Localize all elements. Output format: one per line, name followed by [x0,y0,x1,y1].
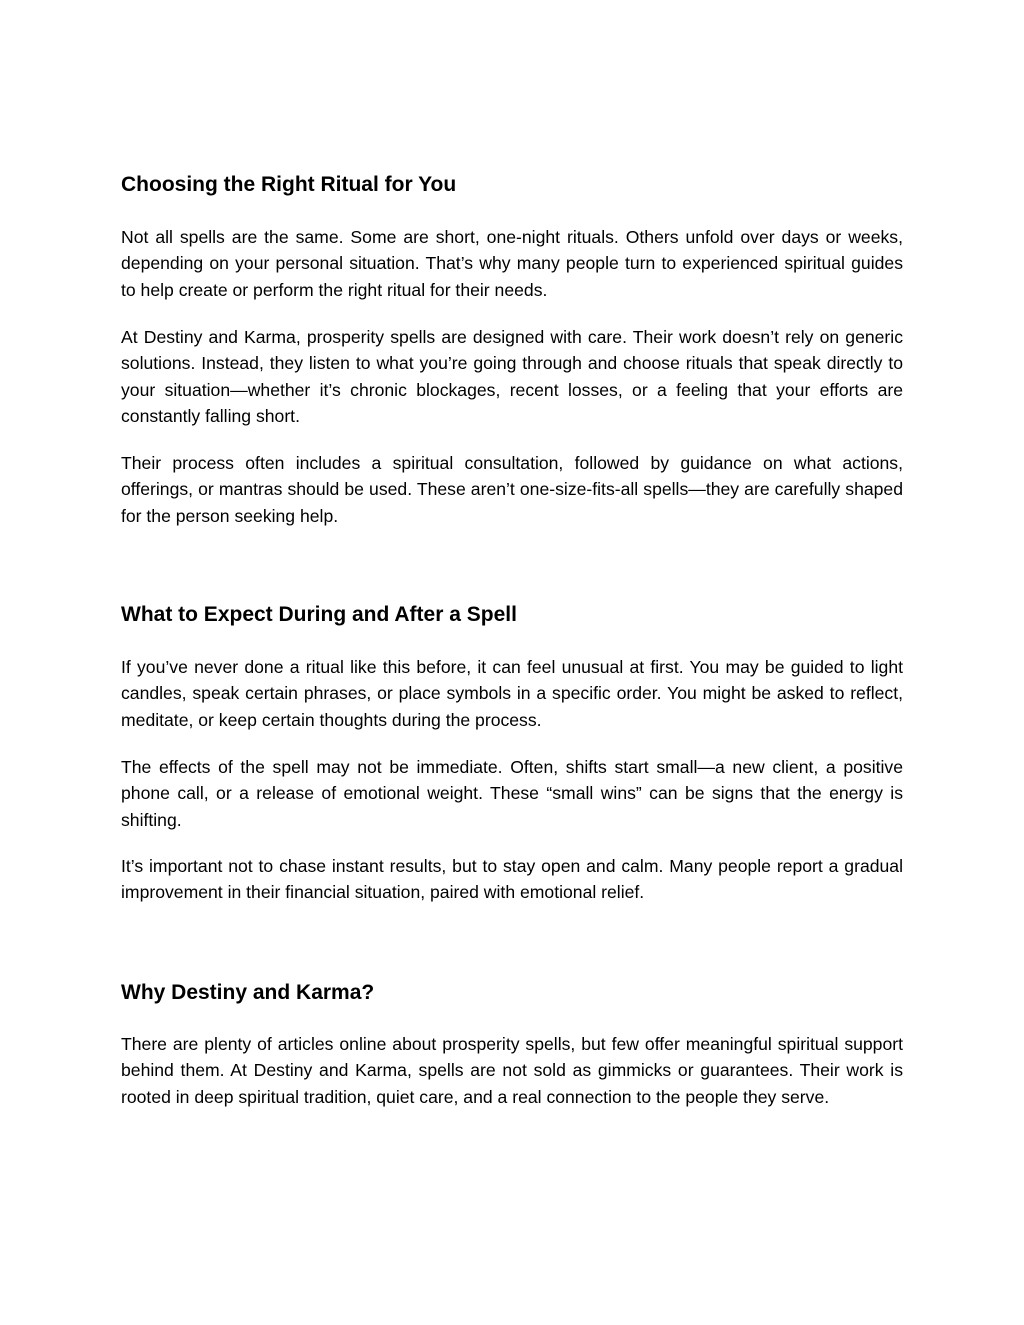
paragraph [121,324,903,430]
section-heading: Choosing the Right Ritual for You [121,173,457,196]
paragraph-text: At Destiny and Karma, prosperity spells are designed with care. Their work doesn’t rely on generic solutions. Instead, they listen to what you’re going through and choose rituals that speak directly to your situation—whether it’s chronic blockages, recent losses, or a feeling that your efforts are constantly falling short. [121,327,903,427]
paragraph [121,754,903,833]
paragraph-text: Not all spells are the same. Some are short, one-night rituals. Others unfold over days or weeks, depending on your personal situation. That’s why many people turn to experienced spiritual guides to help create or perform the right ritual for their needs. [121,227,903,300]
paragraph-text: It’s important not to chase instant results, but to stay open and calm. Many people report a gradual improvement in their financial situation, paired with emotional relief. [121,856,903,903]
section-choosing-ritual [121,171,903,199]
paragraph-text: If you’ve never done a ritual like this before, it can feel unusual at first. You may be guided to light candles, speak certain phrases, or place symbols in a specific order. You might be asked to reflect, meditate, or keep certain thoughts during the process. [121,657,903,730]
paragraph [121,224,903,303]
section-what-to-expect [121,601,903,629]
paragraph-text: The effects of the spell may not be immediate. Often, shifts start small—a new client, a positive phone call, or a release of emotional weight. These “small wins” can be signs that the energy is shifting. [121,757,903,830]
section-heading: Why Destiny and Karma? [121,981,375,1004]
paragraph [121,654,903,733]
paragraph [121,853,903,906]
section-why-destiny-karma [121,979,903,1007]
paragraph [121,450,903,529]
paragraph-text: Their process often includes a spiritual consultation, followed by guidance on what actions, offerings, or mantras should be used. These aren’t one-size-fits-all spells—they are carefully shaped for the person seeking help. [121,453,903,526]
paragraph-text: There are plenty of articles online about prosperity spells, but few offer meaningful spiritual support behind them. At Destiny and Karma, spells are not sold as gimmicks or guarantees. Their work is rooted in deep spiritual tradition, quiet care, and a real connection to the people they serve. [121,1034,903,1107]
paragraph [121,1031,903,1110]
section-heading: What to Expect During and After a Spell [121,603,517,626]
